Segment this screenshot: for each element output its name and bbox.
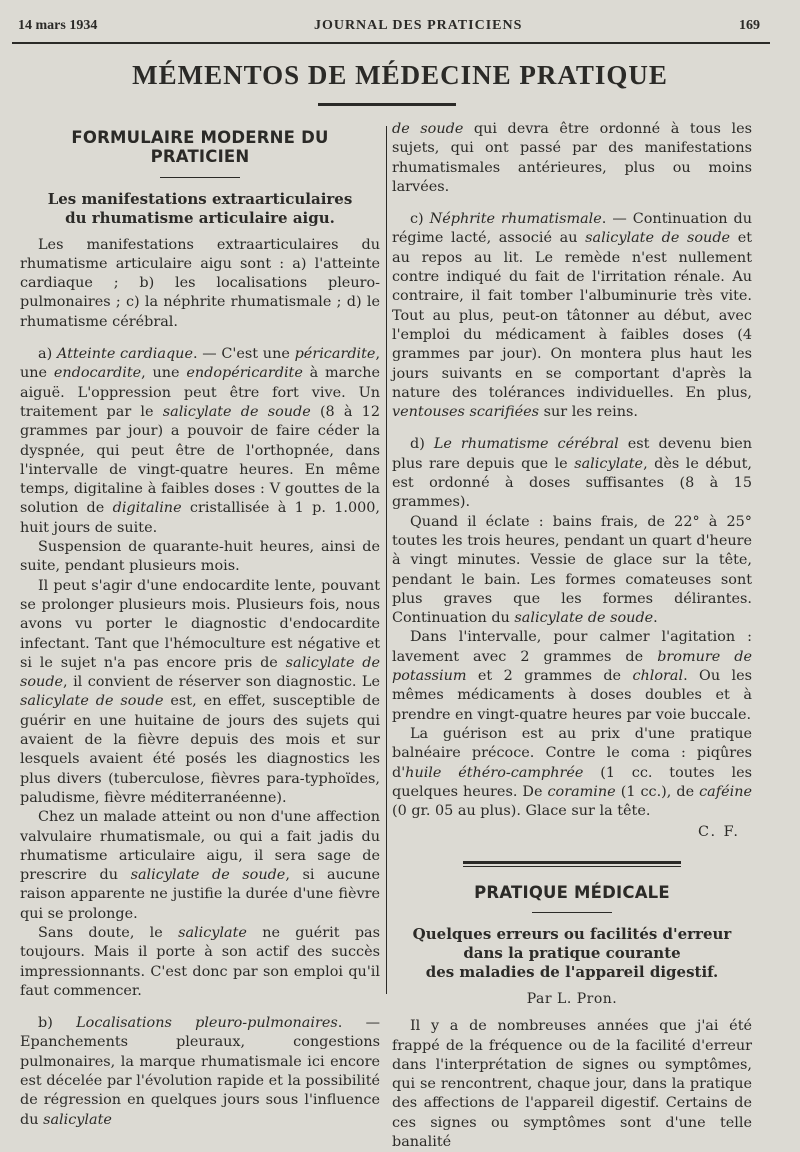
left-column bbox=[20, 120, 381, 1128]
article-author: Par L. Pron. bbox=[526, 990, 618, 1007]
paragraph-nephrite: c) Néphrite rhumatismale. — Continuation du régime lacté, associé au salicylate de soude et au repos au lit. Le remède n'est nullement contre indiqué du fait de l'irritation rénale. Au contraire, il fait tomber l'albuminurie très vite. Tout au plus, peut-on tâtonner au début, avec l'emploi du médicament à faibles doses (4 grammes par jour). On montera plus haut les jours suivants en se comportant d'après la nature des tolérances individuelles. En plus, ventouses scarifiées sur les reins. bbox=[392, 211, 753, 421]
header-rule bbox=[12, 42, 770, 44]
article-title-line: Quelques erreurs ou facilités d'erreur bbox=[412, 924, 732, 943]
journal-name: JOURNAL DES PRATICIENS bbox=[313, 18, 523, 33]
paragraph-rhumatisme-cerebral: d) Le rhumatisme cérébral est devenu bien plus rare depuis que le salicylate, dès le début, est ordonné à doses suffisantes (8 à 15 grammes). bbox=[392, 436, 752, 511]
paragraph-intro: Les manifestations extraarticulaires du rhumatisme articulaire aigu sont : a) l'atteinte cardiaque ; b) les localisations pleuro-pulmonaires ; c) la néphrite rhumatismale ; d) le rhumatisme cérébral. bbox=[20, 236, 380, 330]
paragraph-localisations: b) Localisations pleuro-pulmonaires. — Epanchements pleuraux, congestions pulmonaires, la marque rhumatismale ici encore est décelée par l'évolution rapide et la possibilité de régression en quelques jours sous l'influence du salicylate bbox=[20, 1015, 380, 1128]
article-title-manifestations bbox=[20, 190, 380, 228]
article-title-erreurs bbox=[392, 925, 752, 982]
paragraph-endocardite: Il peut s'agir d'une endocardite lente, pouvant se prolonger plusieurs mois. Plusieurs fois, nous avons vu porter le diagnostic d'endocardite infectant. Tant que l'hémoculture est négative et si le sujet n'a pas encore pris de salicylate de soude, il convient de réserver son diagnostic. Le salicylate de soude est, en effet, susceptible de guérir en une huitaine de jours des sujets qui avaient de la fièvre depuis des mois et sur lesquels avaient été posés les diagnostics les plus divers (tuberculose, fièvres para-typhoïdes, paludisme, fièvre méditerranéenne). bbox=[20, 577, 380, 806]
article-title-line: des maladies de l'appareil digestif. bbox=[425, 962, 719, 981]
paragraph-introduction-erreurs: Il y a de nombreuses années que j'ai été frappé de la fréquence ou de la facilité d'erreur dans l'interprétation de signes ou symptômes, qui se rencontrent, chaque jour, dans la pratique des affections de l'appareil digestif. Certains de ces signes ou symptômes sont d'une telle banalité bbox=[392, 1018, 752, 1151]
article-title-line: du rhumatisme articulaire aigu. bbox=[65, 208, 335, 227]
page-number: 169 bbox=[739, 18, 760, 33]
article-title-line: Les manifestations extraarticulaires bbox=[47, 189, 353, 208]
page-title: MÉMENTOS DE MÉDECINE PRATIQUE bbox=[132, 60, 668, 90]
section-title-pratique: PRATIQUE MÉDICALE bbox=[474, 882, 670, 902]
paragraph-continuation: de soude qui devra être ordonné à tous les sujets, qui ont passé par des manifestations rhumatismales antérieures, plus ou moins larvées. bbox=[392, 121, 752, 195]
author-signature: C. F. bbox=[698, 824, 740, 841]
title-rule bbox=[318, 103, 456, 106]
paragraph-atteinte-cardiaque: a) Atteinte cardiaque. — C'est une péricardite, une endocardite, une endopéricardite à marche aiguë. L'oppression peut être fort vive. Un traitement par le salicylate de soude (8 à 12 grammes par jour) a pouvoir de faire céder la dyspnée, qui peut être de l'orthopnée, dans l'intervalle de vingt-quatre heures. En même temps, digitaline à faibles doses : V gouttes de la solution de digitaline cristallisée à 1 p. 1.000, huit jours de suite. bbox=[20, 346, 381, 536]
issue-date: 14 mars 1934 bbox=[18, 18, 98, 33]
running-header bbox=[18, 18, 760, 40]
article-title-line: dans la pratique courante bbox=[463, 943, 681, 962]
section-rule bbox=[160, 177, 240, 178]
paragraph-chez-un-malade: Chez un malade atteint ou non d'une affection valvulaire rhumatismale, ou qui a fait jadis du rhumatisme articulaire aigu, il sera sage de prescrire du salicylate de soude, si aucune raison apparente ne justifie la durée d'une fièvre qui se prolonge. bbox=[20, 809, 380, 922]
paragraph-sans-doute: Sans doute, le salicylate ne guérit pas toujours. Mais il porte à son actif des succès impressionnants. C'est donc par son emploi qu'il faut commencer. bbox=[20, 924, 380, 999]
column-divider bbox=[386, 126, 387, 994]
paragraph-guerison: La guérison est au prix d'une pratique balnéaire précoce. Contre le coma : piqûres d'huile éthéro-camphrée (1 cc. toutes les quelques heures. De coramine (1 cc.), de caféine (0 gr. 05 au plus). Glace sur la tête. bbox=[392, 725, 752, 820]
paragraph-quand-il-eclate: Quand il éclate : bains frais, de 22° à 25° toutes les trois heures, pendant un quart d'heure à vingt minutes. Vessie de glace sur la tête, pendant le bain. Les formes comateuses sont plus graves que les formes délirantes. Continuation du salicylate de soude. bbox=[392, 513, 752, 627]
section-rule bbox=[532, 912, 612, 913]
paragraph-dans-intervalle: Dans l'intervalle, pour calmer l'agitation : lavement avec 2 grammes de bromure de potassium et 2 grammes de chloral. Ou les mêmes médicaments à doses doubles et à prendre en vingt-quatre heures par voie buccale. bbox=[392, 629, 753, 723]
section-title-formulaire: FORMULAIRE MODERNE DU PRATICIEN bbox=[71, 128, 329, 167]
right-column bbox=[392, 120, 753, 1151]
paragraph-suspension: Suspension de quarante-huit heures, ainsi de suite, pendant plusieurs mois. bbox=[20, 539, 380, 575]
section-double-rule bbox=[463, 861, 681, 867]
